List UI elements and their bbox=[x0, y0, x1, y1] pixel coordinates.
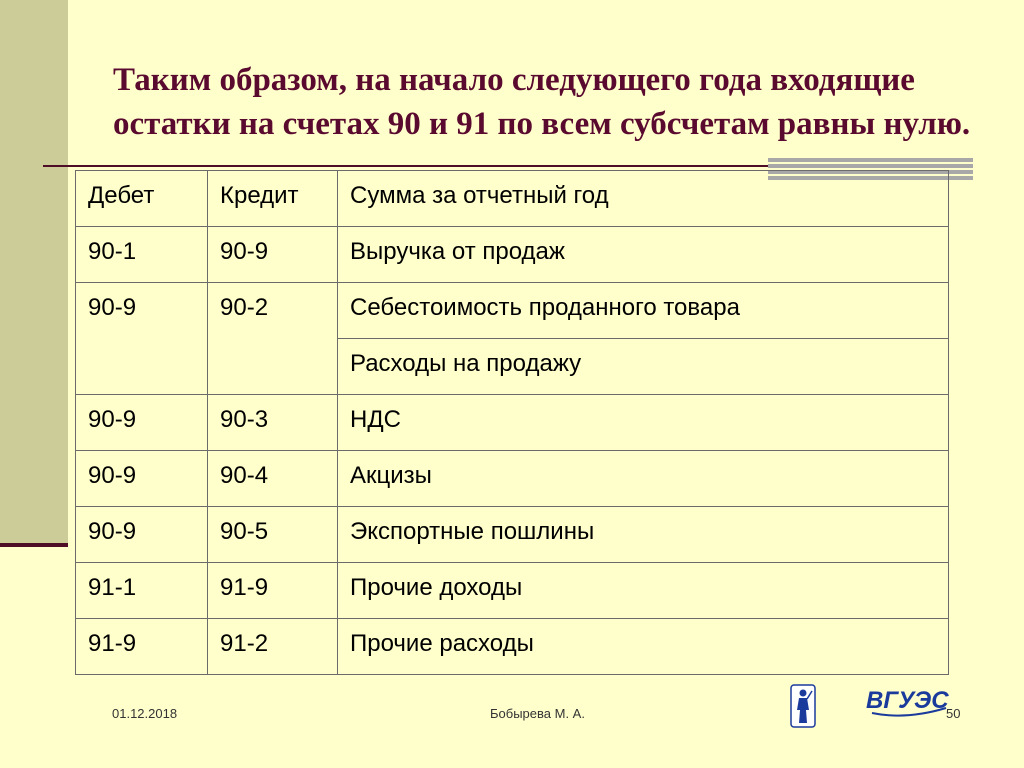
sidebar-rule bbox=[0, 543, 68, 547]
table-row bbox=[76, 395, 949, 451]
credit-cell: 90-2 bbox=[208, 283, 338, 395]
footer-date: 01.12.2018 bbox=[112, 706, 178, 721]
description-cell: Выручка от продаж bbox=[338, 227, 949, 283]
debit-cell: 90-9 bbox=[76, 395, 208, 451]
table-row bbox=[76, 451, 949, 507]
credit-cell: 90-3 bbox=[208, 395, 338, 451]
debit-cell: 90-9 bbox=[76, 451, 208, 507]
description-cell: Экспортные пошлины bbox=[338, 507, 949, 563]
credit-cell: 90-9 bbox=[208, 227, 338, 283]
university-logo bbox=[862, 684, 950, 718]
page-number: 50 bbox=[946, 706, 961, 721]
footer-author: Бобырева М. А. bbox=[490, 706, 585, 721]
description-cell: Прочие доходы bbox=[338, 563, 949, 619]
credit-cell: 90-4 bbox=[208, 451, 338, 507]
debit-cell: 91-9 bbox=[76, 619, 208, 675]
description-cell: НДС bbox=[338, 395, 949, 451]
table-row bbox=[76, 619, 949, 675]
ledger-table bbox=[75, 170, 949, 675]
debit-cell: 90-1 bbox=[76, 227, 208, 283]
debit-cell: 90-9 bbox=[76, 283, 208, 395]
table-row bbox=[76, 507, 949, 563]
statue-figure-icon bbox=[790, 684, 816, 728]
table-row bbox=[76, 227, 949, 283]
debit-cell: 90-9 bbox=[76, 507, 208, 563]
description-cell: Расходы на продажу bbox=[338, 339, 949, 395]
table-row bbox=[76, 563, 949, 619]
slide-title bbox=[113, 58, 983, 146]
slide-title-line-2: остатки на счетах 90 и 91 по всем субсчетам равны нулю. bbox=[113, 106, 971, 142]
slide-title-line-1: Таким образом, на начало следующего года входящие bbox=[113, 62, 915, 98]
table-header-row bbox=[76, 171, 949, 227]
credit-cell: 91-9 bbox=[208, 563, 338, 619]
header-amount: Сумма за отчетный год bbox=[338, 171, 949, 227]
description-cell: Себестоимость проданного товара bbox=[338, 283, 949, 339]
header-debit: Дебет bbox=[76, 171, 208, 227]
description-cell: Прочие расходы bbox=[338, 619, 949, 675]
debit-cell: 91-1 bbox=[76, 563, 208, 619]
sidebar-stripe bbox=[0, 0, 68, 545]
header-credit: Кредит bbox=[208, 171, 338, 227]
table-row bbox=[76, 283, 949, 339]
credit-cell: 90-5 bbox=[208, 507, 338, 563]
logo-text: ВГУЭС bbox=[866, 687, 949, 714]
credit-cell: 91-2 bbox=[208, 619, 338, 675]
description-cell: Акцизы bbox=[338, 451, 949, 507]
